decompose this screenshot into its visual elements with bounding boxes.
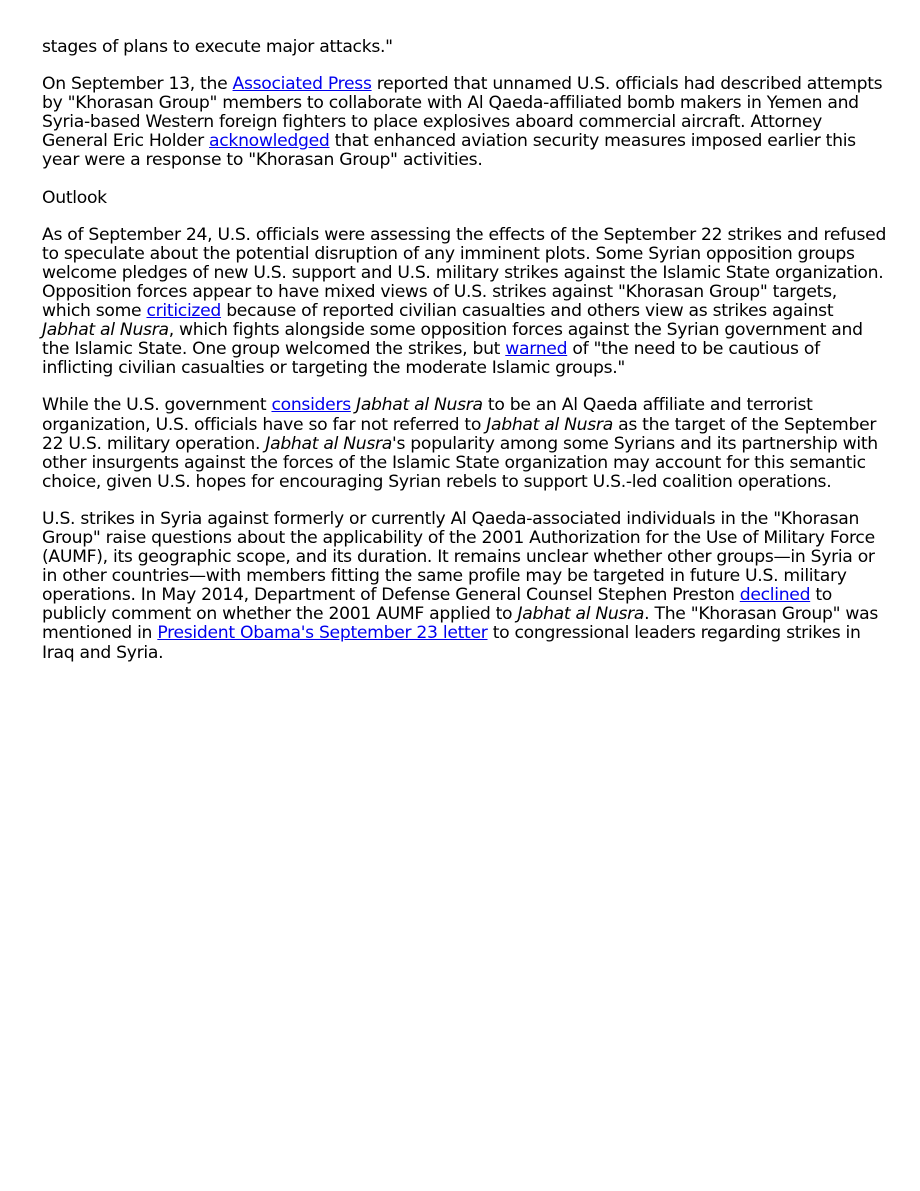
paragraph-text: to congressional leaders regarding strikes in Iraq and Syria. — [42, 623, 861, 663]
paragraph-text: because of reported civilian casualties and others view as strikes against — [221, 301, 834, 322]
considers-link[interactable]: considers — [271, 395, 351, 416]
paragraph-text: reported that unnamed U.S. officials had described attempts by "Khorasan Group" members to collaborate with Al Qaeda-affiliated bomb makers in Yemen and Syria-based Western foreign fighters to place explosives aboard commercial aircraft. Attorney General Eric Holder — [42, 74, 883, 152]
paragraph-text: While the U.S. government — [42, 395, 272, 416]
criticized-link[interactable]: criticized — [146, 301, 222, 322]
paragraph-text: that enhanced aviation security measures imposed earlier this year were a response to "Khorasan Group" activities. — [42, 131, 856, 171]
emphasis-jabhat-al-nusra: Jabhat al Nusra — [517, 604, 645, 625]
section-heading-outlook: Outlook — [42, 187, 107, 208]
paragraph-text: of "the need to be cautious of inflicting civilian casualties or targeting the moderate Islamic groups." — [42, 339, 820, 379]
paragraph-text: to publicly comment on whether the 2001 AUMF applied to — [42, 585, 833, 625]
paragraph-text: to be an Al Qaeda affiliate and terrorist organization, U.S. officials have so far not referred to — [42, 395, 813, 435]
paragraph-text: 's popularity among some Syrians and its partnership with other insurgents against the forces of the Islamic State organization may account for this semantic choice, given U.S. hopes for encouraging Syrian rebels to support U.S.-led coalition operations. — [42, 433, 878, 492]
associated-press-link[interactable]: Associated Press — [232, 74, 372, 95]
paragraph-intro-fragment — [42, 38, 887, 57]
paragraph-text: stages of plans to execute major attacks." — [42, 37, 393, 57]
paragraph-text: As of September 24, U.S. officials were assessing the effects of the September 22 strikes and refused to speculate about the potential disruption of any imminent plots. Some Syrian opposition groups welcome pledges of new U.S. support and U.S. military strikes against the Islamic State organization. Opposition forces appear to have mixed views of U.S. strikes against "Khorasan Group" targets, which some — [42, 224, 887, 322]
emphasis-jabhat-al-nusra: Jabhat al Nusra — [356, 395, 483, 416]
paragraph-text: as the target of the September 22 U.S. military operation. — [42, 414, 877, 454]
paragraph-text: On September 13, the — [42, 74, 233, 95]
emphasis-jabhat-al-nusra: Jabhat al Nusra — [265, 433, 393, 454]
emphasis-jabhat-al-nusra: Jabhat al Nusra — [42, 320, 169, 341]
paragraph-text: U.S. strikes in Syria against formerly or currently Al Qaeda-associated individuals in the "Khorasan Group" raise questions about the applicability of the 2001 Authorization for the Use of Military Force (AUMF), its geographic scope, and its duration. It remains unclear whether other groups—in Syria or in other countries—with members fitting the same profile may be targeted in future U.S. military operations. In May 2014, Department of Defense General Counsel Stephen Preston — [42, 508, 875, 606]
paragraph-outlook — [42, 226, 887, 379]
paragraph-text: , which fights alongside some opposition forces against the Syrian government and the Islamic State. One group welcomed the strikes, but — [42, 320, 863, 360]
document-body — [42, 38, 887, 681]
paragraph-designation — [42, 396, 887, 491]
warned-link[interactable]: warned — [505, 339, 568, 360]
acknowledged-link[interactable]: acknowledged — [209, 131, 330, 152]
paragraph-text: . The "Khorasan Group" was mentioned in — [42, 604, 878, 644]
emphasis-jabhat-al-nusra: Jabhat al Nusra — [486, 414, 613, 435]
president-obama-letter-link[interactable]: President Obama's September 23 letter — [157, 623, 488, 644]
paragraph-aumf — [42, 510, 887, 663]
declined-link[interactable]: declined — [739, 585, 811, 606]
paragraph-associated-press — [42, 75, 887, 170]
